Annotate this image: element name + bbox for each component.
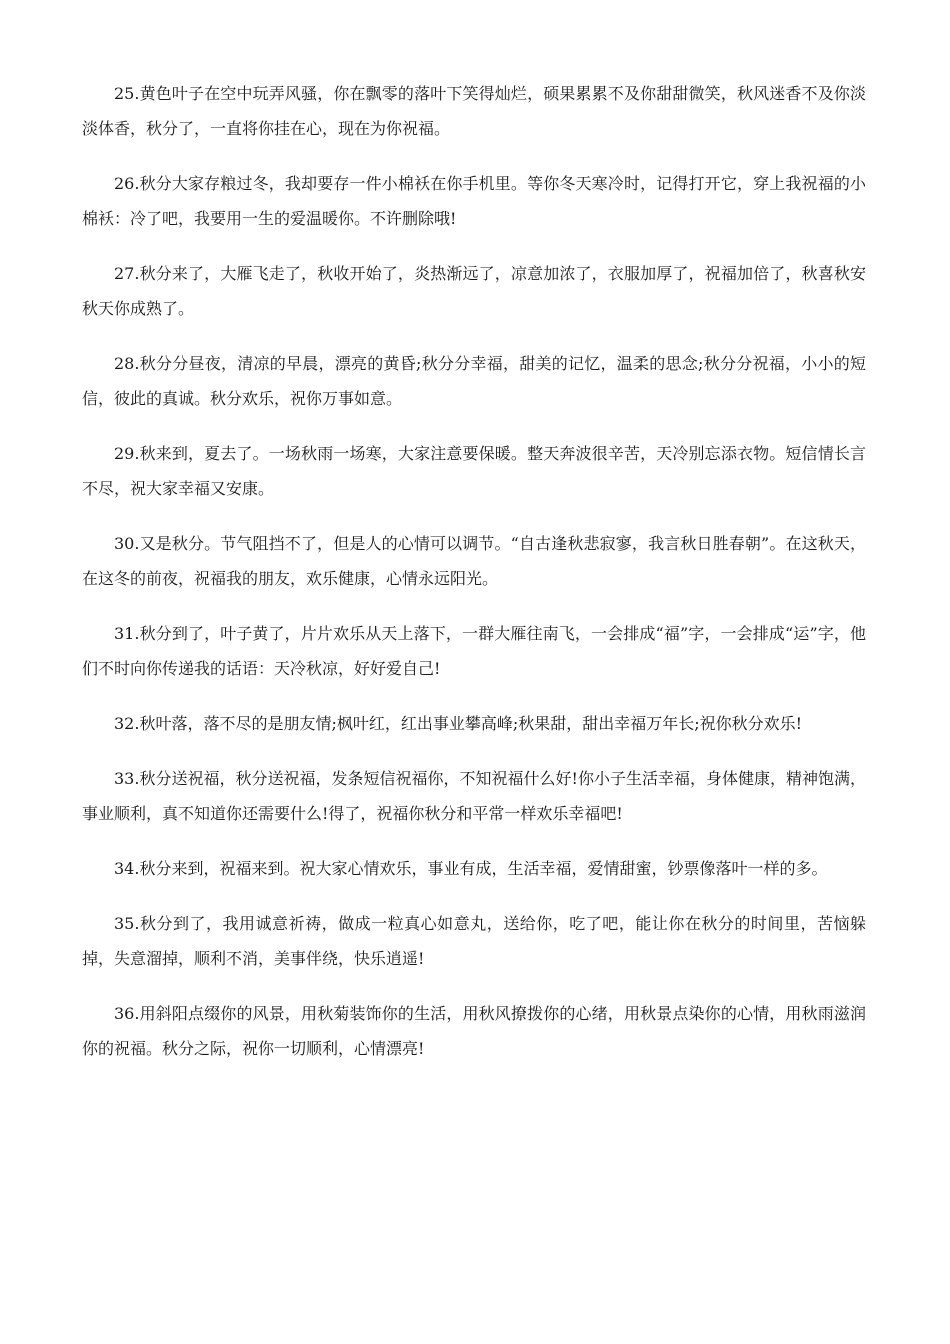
paragraph-26: 26.秋分大家存粮过冬，我却要存一件小棉袄在你手机里。等你冬天寒冷时，记得打开它，穿上我祝福的小棉袄：冷了吧，我要用一生的爱温暖你。不许删除哦! xyxy=(82,174,866,228)
paragraph-33: 33.秋分送祝福，秋分送祝福，发条短信祝福你，不知祝福什么好!你小子生活幸福，身体健康，精神饱满，事业顺利，真不知道你还需要什么!得了，祝福你秋分和平常一样欢乐幸福吧! xyxy=(82,769,866,823)
paragraph-29: 29.秋来到，夏去了。一场秋雨一场寒，大家注意要保暖。整天奔波很辛苦，天冷别忘添衣物。短信情长言不尽，祝大家幸福又安康。 xyxy=(82,444,866,498)
paragraph-27: 27.秋分来了，大雁飞走了，秋收开始了，炎热渐远了，凉意加浓了，衣服加厚了，祝福加倍了，秋喜秋安秋天你成熟了。 xyxy=(82,264,866,318)
document-body xyxy=(82,76,866,1086)
paragraph-36: 36.用斜阳点缀你的风景，用秋菊装饰你的生活，用秋风撩拨你的心绪，用秋景点染你的心情，用秋雨滋润你的祝福。秋分之际，祝你一切顺利，心情漂亮! xyxy=(82,1004,866,1058)
paragraph-34: 34.秋分来到，祝福来到。祝大家心情欢乐，事业有成，生活幸福，爱情甜蜜，钞票像落叶一样的多。 xyxy=(114,859,828,878)
paragraph-32: 32.秋叶落，落不尽的是朋友情;枫叶红，红出事业攀高峰;秋果甜，甜出幸福万年长;祝你秋分欢乐! xyxy=(114,714,803,733)
paragraph-25: 25.黄色叶子在空中玩弄风骚，你在飘零的落叶下笑得灿烂，硕果累累不及你甜甜微笑，秋风迷香不及你淡淡体香，秋分了，一直将你挂在心，现在为你祝福。 xyxy=(82,84,866,138)
paragraph-35: 35.秋分到了，我用诚意祈祷，做成一粒真心如意丸，送给你，吃了吧，能让你在秋分的时间里，苦恼躲掉，失意溜掉，顺利不消，美事伴绕，快乐逍遥! xyxy=(82,914,866,968)
paragraph-28: 28.秋分分昼夜，清凉的早晨，漂亮的黄昏;秋分分幸福，甜美的记忆，温柔的思念;秋分分祝福，小小的短信，彼此的真诚。秋分欢乐，祝你万事如意。 xyxy=(82,354,866,408)
paragraph-30: 30.又是秋分。节气阻挡不了，但是人的心情可以调节。“自古逢秋悲寂寥，我言秋日胜春朝”。在这秋天，在这冬的前夜，祝福我的朋友，欢乐健康，心情永远阳光。 xyxy=(82,534,866,588)
paragraph-31: 31.秋分到了，叶子黄了，片片欢乐从天上落下，一群大雁往南飞，一会排成“福”字，一会排成“运”字，他们不时向你传递我的话语：天冷秋凉，好好爱自己! xyxy=(82,624,866,678)
